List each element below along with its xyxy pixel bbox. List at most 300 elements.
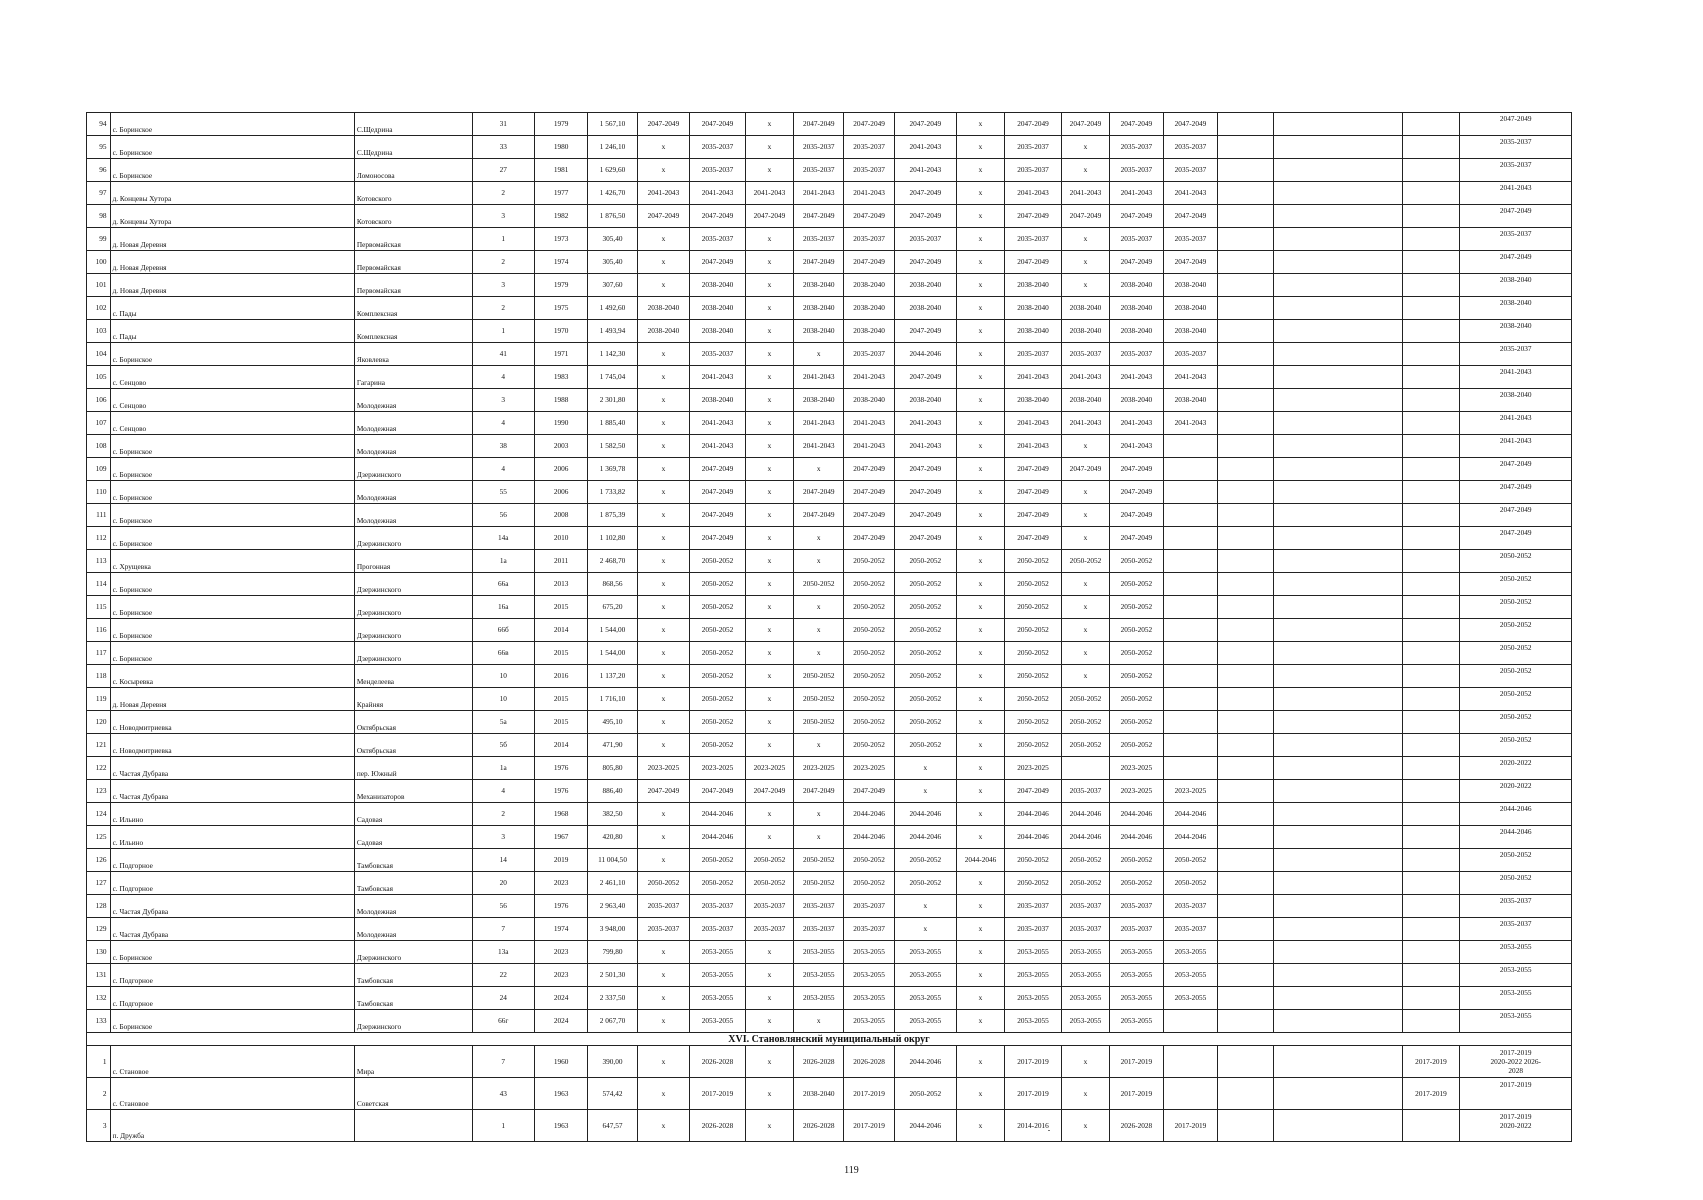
table-cell: 2035-2037 xyxy=(794,918,844,941)
table-cell: 305,40 xyxy=(588,251,637,274)
table-cell: 2050-2052 xyxy=(690,711,746,734)
table-cell: 3 948,00 xyxy=(588,918,637,941)
table-cell: 1 876,50 xyxy=(588,205,637,228)
table-cell: 2047-2049 xyxy=(844,527,894,550)
table-cell: 2041-2043 xyxy=(794,366,844,389)
table-cell: х xyxy=(745,1078,793,1110)
table-cell: 122 xyxy=(87,757,111,780)
table-cell: 3 xyxy=(472,205,534,228)
table-cell: 2 501,30 xyxy=(588,964,637,987)
table-cell: 2044-2046 xyxy=(894,1110,956,1142)
table-cell xyxy=(1402,320,1460,343)
table-row xyxy=(87,159,1572,182)
table-cell: 2050-2052 xyxy=(894,1078,956,1110)
table-cell: 2044-2046 xyxy=(1110,826,1164,849)
table-cell: 2035-2037 xyxy=(1163,918,1218,941)
table-cell: х xyxy=(1061,527,1109,550)
table-cell xyxy=(1218,343,1274,366)
table-cell: х xyxy=(745,826,793,849)
table-row xyxy=(87,1010,1572,1033)
table-cell xyxy=(1218,895,1274,918)
table-cell: с. Боринское xyxy=(110,1010,354,1033)
table-cell xyxy=(1163,665,1218,688)
table-cell xyxy=(1218,182,1274,205)
table-row xyxy=(87,412,1572,435)
table-cell: 2053-2055 xyxy=(1061,964,1109,987)
table-cell: 2047-2049 xyxy=(794,504,844,527)
table-cell: х xyxy=(794,343,844,366)
table-cell: 1 544,00 xyxy=(588,619,637,642)
table-cell: 1988 xyxy=(534,389,588,412)
table-row xyxy=(87,481,1572,504)
table-cell: 2053-2055 xyxy=(894,987,956,1010)
table-cell: х xyxy=(745,435,793,458)
table-cell: х xyxy=(956,389,1004,412)
table-cell: 2047-2049 xyxy=(844,205,894,228)
table-cell: 2035-2037 xyxy=(637,918,690,941)
table-cell: 27 xyxy=(472,159,534,182)
table-cell: 2050-2052 xyxy=(1460,688,1572,711)
table-cell xyxy=(1218,527,1274,550)
table-cell: 2050-2052 xyxy=(844,688,894,711)
table-cell-line: 2028 xyxy=(1508,1066,1523,1075)
table-cell: 5б xyxy=(472,734,534,757)
table-cell xyxy=(1274,113,1403,136)
table-cell: 2038-2040 xyxy=(844,389,894,412)
table-cell: 2035-2037 xyxy=(690,895,746,918)
table-cell: 2038-2040 xyxy=(690,297,746,320)
table-cell: 98 xyxy=(87,205,111,228)
table-cell: х xyxy=(894,780,956,803)
table-cell: 2035-2037 xyxy=(1163,343,1218,366)
table-cell: 2050-2052 xyxy=(844,642,894,665)
table-cell: 2041-2043 xyxy=(894,136,956,159)
table-cell: 2047-2049 xyxy=(1005,527,1062,550)
table-cell: х xyxy=(1061,435,1109,458)
table-cell: х xyxy=(794,1010,844,1033)
table-cell: 2053-2055 xyxy=(794,987,844,1010)
table-cell: 116 xyxy=(87,619,111,642)
table-cell: 2006 xyxy=(534,481,588,504)
table-cell xyxy=(1218,596,1274,619)
table-cell: х xyxy=(956,780,1004,803)
table-cell: 2050-2052 xyxy=(1460,550,1572,573)
table-cell: 2038-2040 xyxy=(1460,389,1572,412)
table-cell: 2053-2055 xyxy=(690,941,746,964)
table-cell: х xyxy=(794,550,844,573)
table-cell: 799,80 xyxy=(588,941,637,964)
table-cell: 2050-2052 xyxy=(1005,665,1062,688)
table-cell: с. Боринское xyxy=(110,458,354,481)
table-cell: 2047-2049 xyxy=(690,504,746,527)
table-cell: х xyxy=(794,458,844,481)
table-cell xyxy=(1218,1110,1274,1142)
table-cell: 2041-2043 xyxy=(1163,412,1218,435)
table-cell: д. Концевы Хутора xyxy=(110,182,354,205)
table-cell: 2003 xyxy=(534,435,588,458)
table-cell xyxy=(1402,435,1460,458)
table-cell: х xyxy=(637,228,690,251)
table-cell: 2035-2037 xyxy=(745,895,793,918)
table-cell xyxy=(1402,159,1460,182)
table-cell: х xyxy=(745,136,793,159)
table-cell xyxy=(1218,251,1274,274)
table-cell: 471,90 xyxy=(588,734,637,757)
table-cell: 2038-2040 xyxy=(1061,389,1109,412)
table-cell xyxy=(1402,688,1460,711)
table-cell: 2044-2046 xyxy=(844,826,894,849)
table-cell: с. Боринское xyxy=(110,343,354,366)
table-cell: 2044-2046 xyxy=(1005,803,1062,826)
table-cell: 2044-2046 xyxy=(1061,826,1109,849)
table-cell: с. Боринское xyxy=(110,435,354,458)
table-cell: 1963 xyxy=(534,1078,588,1110)
table-cell: 10 xyxy=(472,688,534,711)
table-cell: 2047-2049 xyxy=(794,205,844,228)
table-cell: Котовского xyxy=(354,205,472,228)
table-cell: 124 xyxy=(87,803,111,826)
table-cell: 2050-2052 xyxy=(1460,849,1572,872)
table-cell: Дзержинского xyxy=(354,527,472,550)
table-cell: 2041-2043 xyxy=(690,435,746,458)
table-cell: х xyxy=(637,504,690,527)
table-cell: х xyxy=(956,573,1004,596)
table-cell: 2050-2052 xyxy=(794,849,844,872)
table-cell: 1 733,82 xyxy=(588,481,637,504)
table-cell: 1 493,94 xyxy=(588,320,637,343)
table-cell: 2050-2052 xyxy=(844,619,894,642)
table-row xyxy=(87,964,1572,987)
table-cell: Первомайская xyxy=(354,251,472,274)
table-cell: 100 xyxy=(87,251,111,274)
table-cell: 2047-2049 xyxy=(1460,458,1572,481)
table-cell: 2047-2049 xyxy=(745,780,793,803)
table-cell: 2050-2052 xyxy=(1061,734,1109,757)
table-cell: х xyxy=(1061,228,1109,251)
table-cell: 2047-2049 xyxy=(1110,205,1164,228)
table-cell: х xyxy=(745,1010,793,1033)
table-cell: Октябрьская xyxy=(354,711,472,734)
table-cell xyxy=(1274,964,1403,987)
table-cell: п. Дружба xyxy=(110,1110,354,1142)
table-cell xyxy=(1274,458,1403,481)
table-cell: х xyxy=(745,619,793,642)
table-cell: 2041-2043 xyxy=(690,182,746,205)
table-cell: с. Сенцово xyxy=(110,412,354,435)
table-cell: х xyxy=(637,1110,690,1142)
table-cell: 2050-2052 xyxy=(1110,711,1164,734)
table-cell: 2035-2037 xyxy=(844,895,894,918)
table-cell: х xyxy=(745,320,793,343)
table-cell: 2041-2043 xyxy=(690,412,746,435)
table-cell: пер. Южный xyxy=(354,757,472,780)
table-cell: 2047-2049 xyxy=(1460,481,1572,504)
table-cell: Молодежная xyxy=(354,918,472,941)
table-cell xyxy=(1163,527,1218,550)
table-cell: Молодежная xyxy=(354,389,472,412)
table-cell-line: 2017-2019 xyxy=(1499,1112,1532,1121)
table-cell: 2038-2040 xyxy=(690,320,746,343)
table-cell: Советская xyxy=(354,1078,472,1110)
table-cell: 2044-2046 xyxy=(690,803,746,826)
table-cell: 114 xyxy=(87,573,111,596)
table-cell: 574,42 xyxy=(588,1078,637,1110)
table-cell: 2023-2025 xyxy=(1110,780,1164,803)
table-cell: х xyxy=(745,228,793,251)
table-cell xyxy=(1274,1110,1403,1142)
table-cell: 2047-2049 xyxy=(894,481,956,504)
table-cell: 2050-2052 xyxy=(1460,734,1572,757)
table-cell: 2017-2019 xyxy=(690,1078,746,1110)
table-cell: 2038-2040 xyxy=(844,320,894,343)
table-row xyxy=(87,1046,1572,1078)
table-cell: 2050-2052 xyxy=(1005,734,1062,757)
table-cell: 1968 xyxy=(534,803,588,826)
table-cell: 118 xyxy=(87,665,111,688)
table-cell xyxy=(1218,205,1274,228)
table-row xyxy=(87,136,1572,159)
table-cell-line: 2020-2022 xyxy=(1499,1121,1532,1130)
table-cell: 2 xyxy=(87,1078,111,1110)
table-cell: 2041-2043 xyxy=(1110,412,1164,435)
table-cell: х xyxy=(637,1046,690,1078)
table-cell: 2044-2046 xyxy=(956,849,1004,872)
table-cell: 2047-2049 xyxy=(844,251,894,274)
table-row xyxy=(87,1110,1572,1142)
table-cell: Первомайская xyxy=(354,274,472,297)
table-cell: 2035-2037 xyxy=(690,343,746,366)
table-cell: 2044-2046 xyxy=(894,343,956,366)
table-cell: Дзержинского xyxy=(354,458,472,481)
table-cell: 2035-2037 xyxy=(1163,228,1218,251)
table-cell: х xyxy=(956,159,1004,182)
table-cell: 420,80 xyxy=(588,826,637,849)
table-cell: 1976 xyxy=(534,895,588,918)
table-cell: 1974 xyxy=(534,918,588,941)
table-cell xyxy=(1402,113,1460,136)
table-cell: х xyxy=(637,849,690,872)
table-cell xyxy=(1274,182,1403,205)
table-cell: 105 xyxy=(87,366,111,389)
table-cell xyxy=(1163,688,1218,711)
table-cell: 66г xyxy=(472,1010,534,1033)
table-row xyxy=(87,987,1572,1010)
table-cell xyxy=(1218,320,1274,343)
table-cell: х xyxy=(745,596,793,619)
table-cell-line: 2020-2022 2026- xyxy=(1490,1057,1541,1066)
table-cell: 2050-2052 xyxy=(1061,550,1109,573)
table-cell: 2047-2049 xyxy=(637,113,690,136)
table-cell: Молодежная xyxy=(354,895,472,918)
table-cell: х xyxy=(745,527,793,550)
section-header-row xyxy=(87,1033,1572,1046)
table-cell: 2050-2052 xyxy=(1163,849,1218,872)
table-row xyxy=(87,343,1572,366)
table-cell xyxy=(1402,895,1460,918)
table-row xyxy=(87,297,1572,320)
table-cell: с. Боринское xyxy=(110,642,354,665)
table-cell: 2035-2037 xyxy=(844,159,894,182)
table-cell: х xyxy=(956,964,1004,987)
table-cell: 2023-2025 xyxy=(1005,757,1062,780)
table-cell xyxy=(1218,481,1274,504)
table-row xyxy=(87,757,1572,780)
table-cell: 2041-2043 xyxy=(1005,366,1062,389)
table-cell: 2047-2049 xyxy=(637,780,690,803)
table-cell xyxy=(1163,1046,1218,1078)
table-cell: 2050-2052 xyxy=(894,596,956,619)
table-cell: х xyxy=(745,734,793,757)
table-cell: 2035-2037 xyxy=(1061,780,1109,803)
table-cell: х xyxy=(956,895,1004,918)
table-cell xyxy=(1274,504,1403,527)
table-cell: х xyxy=(956,642,1004,665)
table-cell xyxy=(1274,688,1403,711)
table-cell: 106 xyxy=(87,389,111,412)
table-cell: 2041-2043 xyxy=(894,159,956,182)
table-cell: 1970 xyxy=(534,320,588,343)
table-cell: 2047-2049 xyxy=(1005,504,1062,527)
table-cell: 1 426,70 xyxy=(588,182,637,205)
table-cell: 41 xyxy=(472,343,534,366)
table-cell: 1982 xyxy=(534,205,588,228)
table-cell: 2047-2049 xyxy=(894,320,956,343)
table-cell: 2047-2049 xyxy=(1061,458,1109,481)
table-cell: 2 337,50 xyxy=(588,987,637,1010)
table-cell: Комплексная xyxy=(354,320,472,343)
table-cell: 2044-2046 xyxy=(894,826,956,849)
table-cell: 1 885,40 xyxy=(588,412,637,435)
table-cell xyxy=(1163,734,1218,757)
table-cell: х xyxy=(794,596,844,619)
table-cell: 2053-2055 xyxy=(1061,1010,1109,1033)
table-row xyxy=(87,366,1572,389)
table-cell: Дзержинского xyxy=(354,596,472,619)
table-cell: 2047-2049 xyxy=(794,113,844,136)
table-cell: 2053-2055 xyxy=(1460,964,1572,987)
table-cell: Молодежная xyxy=(354,435,472,458)
table-cell: 2053-2055 xyxy=(894,1010,956,1033)
table-cell: х xyxy=(956,826,1004,849)
table-cell: 1983 xyxy=(534,366,588,389)
table-cell xyxy=(1402,849,1460,872)
table-cell: х xyxy=(637,527,690,550)
table-cell xyxy=(1163,642,1218,665)
table-cell: 2041-2043 xyxy=(1460,182,1572,205)
table-cell: х xyxy=(956,1110,1004,1142)
table-cell: х xyxy=(745,251,793,274)
table-cell xyxy=(1274,320,1403,343)
table-cell: х xyxy=(1061,665,1109,688)
table-cell: 2050-2052 xyxy=(794,665,844,688)
table-cell: 2038-2040 xyxy=(1005,389,1062,412)
table-cell: 2050-2052 xyxy=(794,573,844,596)
table-cell: х xyxy=(956,941,1004,964)
table-cell: 2050-2052 xyxy=(1061,688,1109,711)
table-cell: Тамбовская xyxy=(354,849,472,872)
table-cell: 2053-2055 xyxy=(1163,941,1218,964)
table-cell: х xyxy=(745,665,793,688)
table-cell: с. Боринское xyxy=(110,619,354,642)
table-cell: 2050-2052 xyxy=(1005,550,1062,573)
table-cell: 126 xyxy=(87,849,111,872)
table-cell: 2015 xyxy=(534,596,588,619)
table-cell: 2023 xyxy=(534,872,588,895)
table-cell: 2050-2052 xyxy=(894,734,956,757)
table-cell: 675,20 xyxy=(588,596,637,619)
table-cell xyxy=(1460,1110,1572,1142)
table-cell: 128 xyxy=(87,895,111,918)
table-cell: 131 xyxy=(87,964,111,987)
table-cell: 119 xyxy=(87,688,111,711)
table-cell: х xyxy=(956,550,1004,573)
table-cell: 2041-2043 xyxy=(1005,435,1062,458)
table-cell: 2041-2043 xyxy=(1163,366,1218,389)
table-cell xyxy=(1402,458,1460,481)
table-cell: с. Подгорное xyxy=(110,987,354,1010)
table-cell xyxy=(1163,619,1218,642)
table-cell: 495,10 xyxy=(588,711,637,734)
table-cell: 2044-2046 xyxy=(1163,826,1218,849)
table-cell: 55 xyxy=(472,481,534,504)
table-cell: 2035-2037 xyxy=(1110,895,1164,918)
table-cell xyxy=(1274,205,1403,228)
table-cell: 307,60 xyxy=(588,274,637,297)
table-cell: х xyxy=(1061,573,1109,596)
table-row xyxy=(87,872,1572,895)
table-cell: 16а xyxy=(472,596,534,619)
table-cell: 2038-2040 xyxy=(1110,389,1164,412)
table-cell: 2026-2028 xyxy=(1110,1110,1164,1142)
table-cell: 2053-2055 xyxy=(794,941,844,964)
table-cell xyxy=(1402,734,1460,757)
table-cell: 2038-2040 xyxy=(1005,320,1062,343)
table-cell xyxy=(1274,596,1403,619)
table-cell: х xyxy=(637,343,690,366)
table-cell: х xyxy=(956,596,1004,619)
table-cell: 113 xyxy=(87,550,111,573)
table-cell: 95 xyxy=(87,136,111,159)
table-cell xyxy=(1218,619,1274,642)
table-cell: 2041-2043 xyxy=(1460,366,1572,389)
table-cell: 2050-2052 xyxy=(690,596,746,619)
table-cell: с. Сенцово xyxy=(110,366,354,389)
table-cell: 2050-2052 xyxy=(894,665,956,688)
table-cell: 2038-2040 xyxy=(1163,320,1218,343)
table-cell: 2047-2049 xyxy=(690,205,746,228)
table-cell: х xyxy=(956,757,1004,780)
table-cell xyxy=(1274,803,1403,826)
table-cell xyxy=(1218,849,1274,872)
table-cell: х xyxy=(794,642,844,665)
table-cell xyxy=(1218,297,1274,320)
table-cell: х xyxy=(745,159,793,182)
table-cell: 2047-2049 xyxy=(1460,504,1572,527)
table-row xyxy=(87,642,1572,665)
table-cell: х xyxy=(745,688,793,711)
table-cell: х xyxy=(1061,504,1109,527)
table-cell: х xyxy=(956,481,1004,504)
table-cell: 2047-2049 xyxy=(1110,458,1164,481)
table-cell: Дзержинского xyxy=(354,573,472,596)
table-row xyxy=(87,596,1572,619)
table-cell xyxy=(1274,136,1403,159)
table-cell: 1975 xyxy=(534,297,588,320)
table-cell: Тамбовская xyxy=(354,964,472,987)
table-cell: С.Щедрина xyxy=(354,136,472,159)
table-cell: 102 xyxy=(87,297,111,320)
table-cell: Тамбовская xyxy=(354,987,472,1010)
